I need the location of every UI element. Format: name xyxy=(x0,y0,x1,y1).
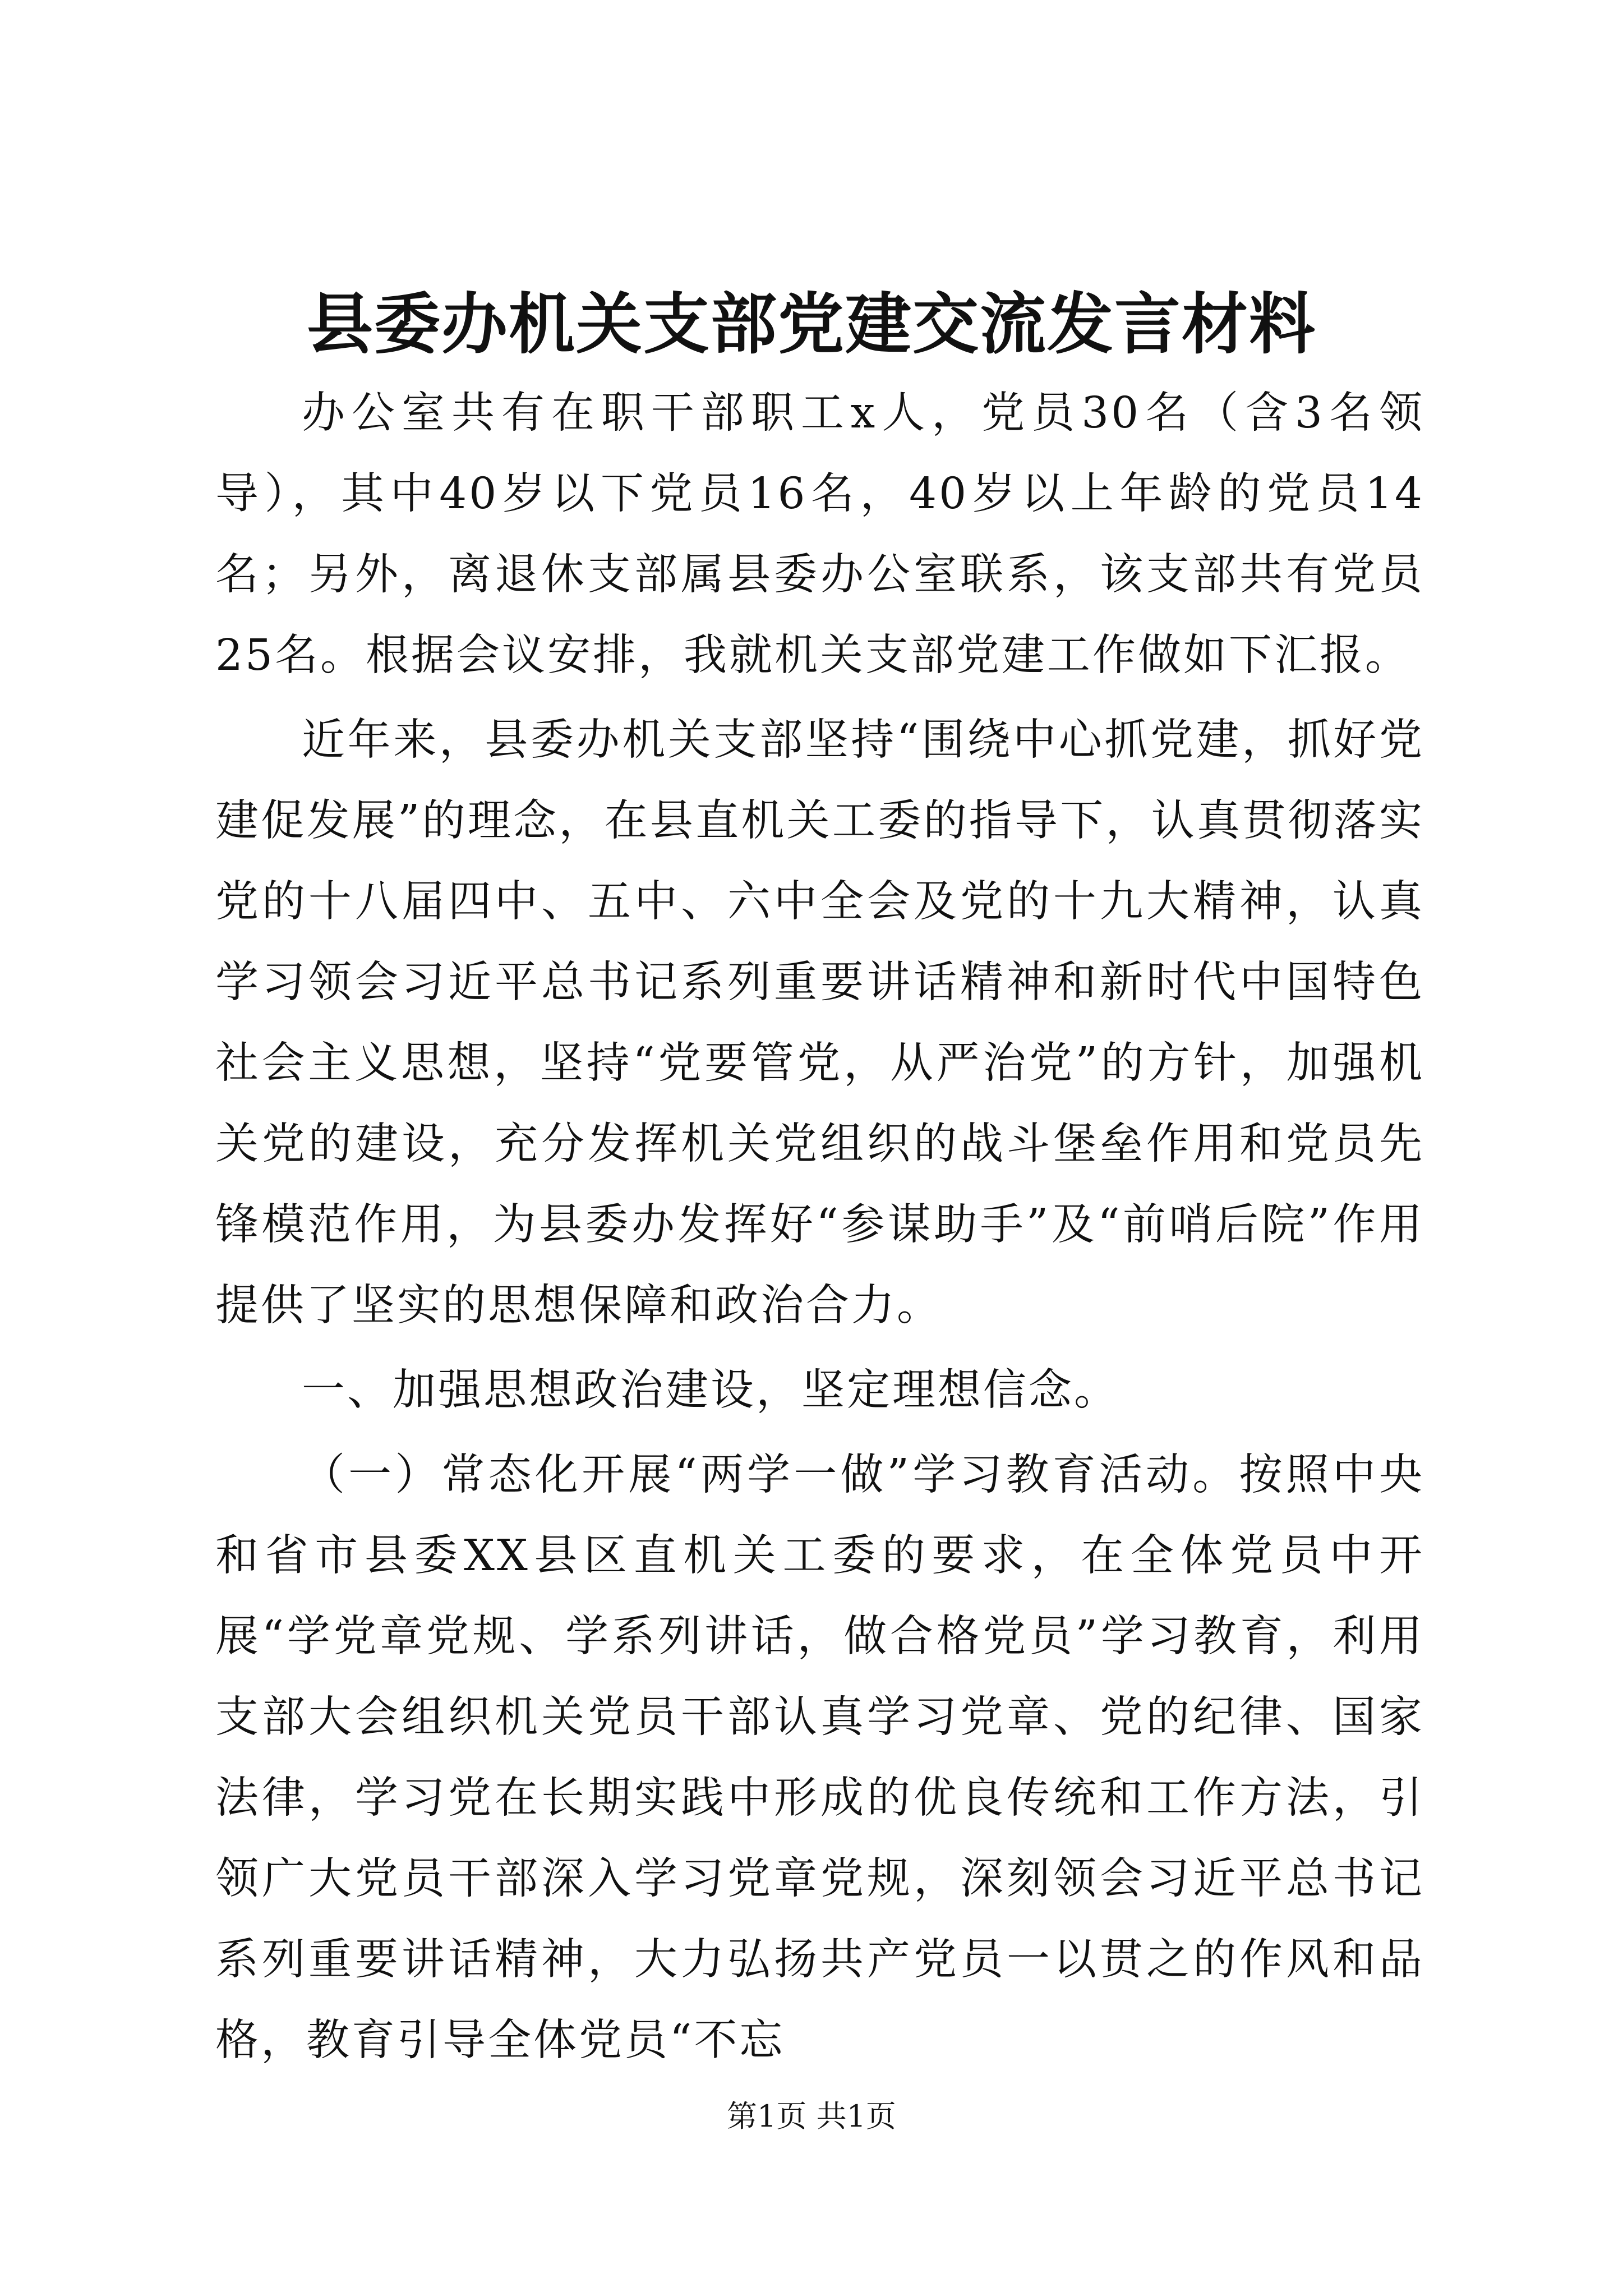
paragraph-study-education: （一）常态化开展“两学一做”学习教育活动。按照中央和省市县委XX县区直机关工委的要求，在全体党员中开展“学党章党规、学系列讲话，做合格党员”学习教育，利用支部大会组织机关党员干部认真学习党章、党的纪律、国家法律，学习党在长期实践中形成的优良传统和工作方法，引领广大党员干部深入学习党章党规，深刻领会习近平总书记系列重要讲话精神，大力弘扬共产党员一以贯之的作风和品格，教育引导全体党员“不忘 xyxy=(215,1450,1424,2065)
page-number-footer: 第1页 共1页 xyxy=(727,2099,896,2134)
document-title: 县委办机关支部党建交流发言材料 xyxy=(306,285,1316,363)
document-body xyxy=(215,373,1424,2085)
paragraph-staff-overview: 办公室共有在职干部职工x人，党员30名（含3名领导），其中40岁以下党员16名，40岁以上年龄的党员14名；另外，离退休支部属县委办公室联系，该支部共有党员25名。根据会议安排，我就机关支部党建工作做如下汇报。 xyxy=(215,388,1424,680)
section-heading-ideology: 一、加强思想政治建设，坚定理想信念。 xyxy=(302,1365,1119,1415)
paragraph-party-building-summary: 近年来，县委办机关支部坚持“围绕中心抓党建，抓好党建促发展”的理念，在县直机关工委的指导下，认真贯彻落实党的十八届四中、五中、六中全会及党的十九大精神，认真学习领会习近平总书记系列重要讲话精神和新时代中国特色社会主义思想，坚持“党要管党，从严治党”的方针，加强机关党的建设，充分发挥机关党组织的战斗堡垒作用和党员先锋模范作用，为县委办发挥好“参谋助手”及“前哨后院”作用提供了坚实的思想保障和政治合力。 xyxy=(215,715,1424,1331)
